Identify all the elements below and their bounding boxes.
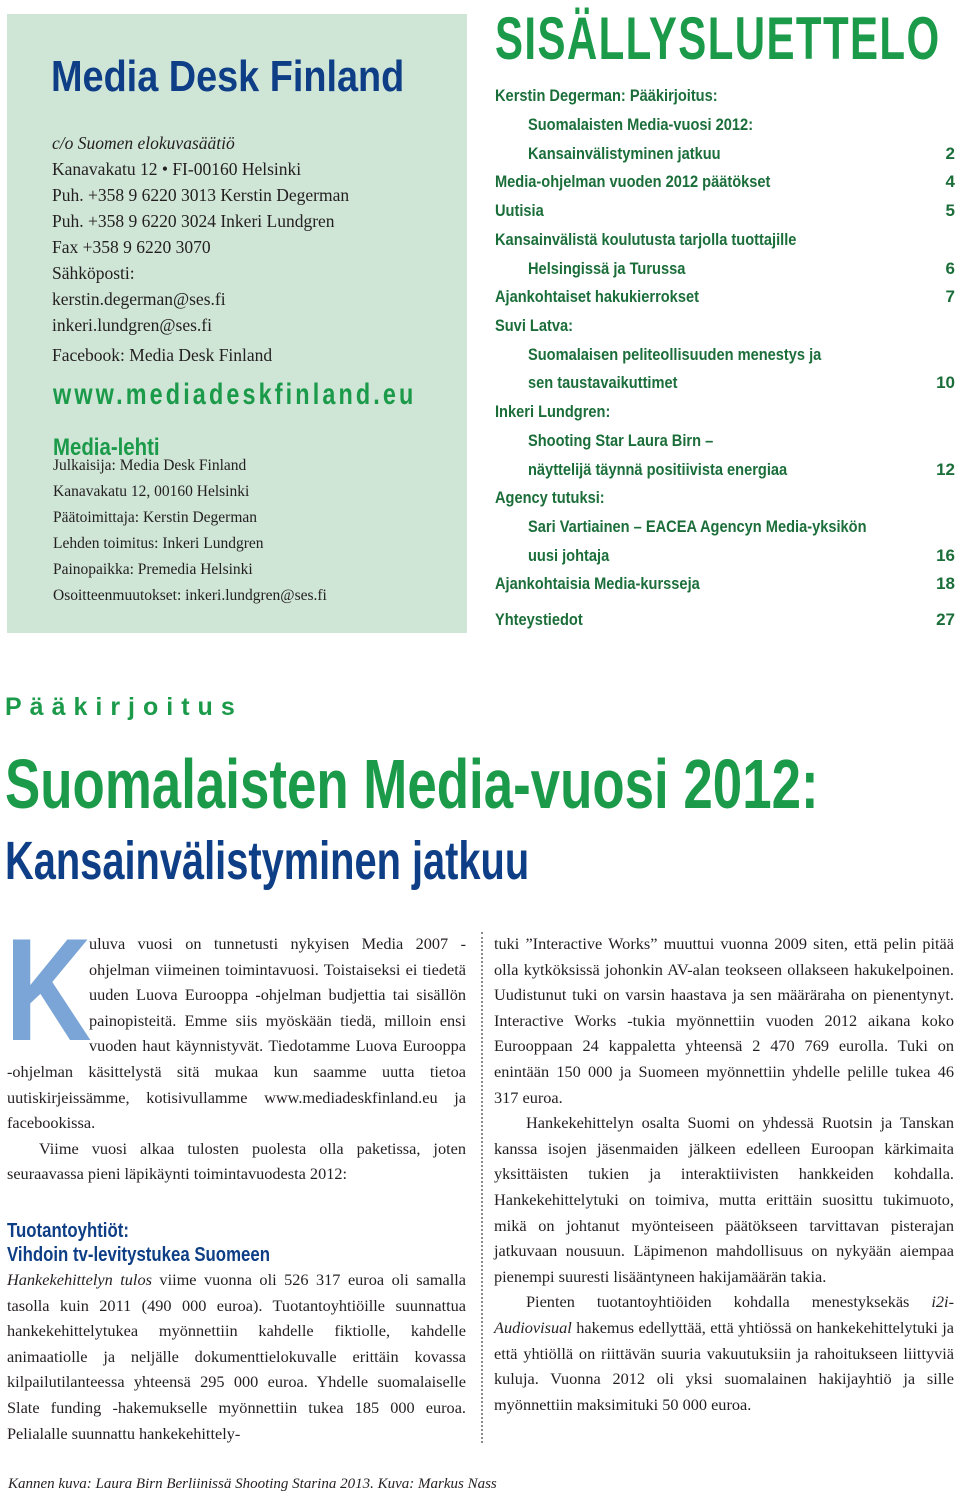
- toc-row[interactable]: [495, 259, 955, 287]
- toc-row[interactable]: [495, 287, 955, 315]
- toc-text: Sari Vartiainen – EACEA Agencyn Media-yksikön: [528, 517, 867, 536]
- toc-page: 16: [936, 546, 955, 565]
- body-text: viime vuonna oli 526 317 euroa oli samalla tasolla kuin 2011 (490 000 euroa). Tuotantoyhtiöille suunnattua hankekehittelytukea myönnettiin kahdelle fiktiolle, kahdelle animaatiolle ja neljälle dokumenttielokuvalle erittäin kovassa kilpailutilanteessa yhteensä 295 000 euroa. Yhdelle suomalaiselle Slate funding -hakemukselle myönnettiin tukea 185 000 euroa. Pelialalle suunnattu hankekehittely-: [7, 1269, 466, 1443]
- toc-title: SISÄLLYSLUETTELO: [495, 5, 941, 72]
- toc-text: Inkeri Lundgren:: [495, 402, 611, 421]
- colophon-line: Osoitteenmuutokset: inkeri.lundgren@ses.fi: [53, 587, 327, 604]
- toc-page: 10: [936, 373, 955, 392]
- toc-text: Uutisia: [495, 201, 544, 220]
- article-subheadline: Kansainvälistyminen jatkuu: [5, 831, 530, 891]
- toc-page: 4: [945, 172, 955, 191]
- toc-page: 6: [945, 259, 955, 278]
- subheading-line: Tuotantoyhtiöt:: [7, 1219, 129, 1242]
- toc-text: Suomalaisen peliteollisuuden menestys ja: [528, 345, 822, 364]
- toc-text: Helsingissä ja Turussa: [528, 259, 686, 278]
- toc-row[interactable]: [495, 115, 955, 143]
- media-desk-title: Media Desk Finland: [51, 52, 405, 101]
- cover-caption: Kannen kuva: Laura Birn Berliinissä Shooting Starina 2013. Kuva: Markus Nass: [8, 1476, 497, 1492]
- toc-row[interactable]: [495, 316, 955, 344]
- toc-row[interactable]: [495, 402, 955, 430]
- toc-text: uusi johtaja: [528, 546, 610, 565]
- body-paragraph: [494, 1289, 954, 1417]
- address-line: c/o Suomen elokuvasäätiö: [52, 133, 235, 153]
- toc-row[interactable]: [495, 345, 955, 373]
- body-paragraph: tuki ”Interactive Works” muuttui vuonna 2009 siten, että pelin pitää olla kytköksissä johonkin AV-alan teokseen ollakseen hakukelpoinen. Uudistunut tuki on varsin haastava ja sen määräraha on pienentynyt. Interactive Works -tukia myönnettiin vuoden 2012 aikana koko Eurooppaan 24 kappaletta yhteensä 2 470 769 eurolla. Tuki on enintään 150 000 ja Suomeen myönnettiin yhdelle pelille tukea 46 317 euroa.: [494, 934, 954, 1107]
- article-column-right: [494, 931, 954, 1417]
- toc-text: Ajankohtaisia Media-kursseja: [495, 574, 700, 593]
- toc-row[interactable]: [495, 86, 955, 114]
- colophon-line: Päätoimittaja: Kerstin Degerman: [53, 509, 258, 526]
- toc-row[interactable]: [495, 574, 955, 602]
- colophon-line: Painopaikka: Premedia Helsinki: [53, 561, 253, 578]
- toc-text: Agency tutuksi:: [495, 488, 605, 507]
- phone-line: Puh. +358 9 6220 3013 Kerstin Degerman: [52, 185, 350, 205]
- column-divider: [481, 932, 483, 1443]
- body-text: Pienten tuotantoyhtiöiden kohdalla menestyksekäs: [526, 1292, 932, 1312]
- toc-row[interactable]: [495, 517, 955, 545]
- article-subheading: [7, 1219, 466, 1267]
- toc-page: 5: [945, 201, 955, 220]
- subheading-line: Vihdoin tv-levitystukea Suomeen: [7, 1243, 270, 1266]
- email-link[interactable]: inkeri.lundgren@ses.fi: [52, 315, 212, 335]
- email-label: Sähköposti:: [52, 263, 135, 283]
- fax-line: Fax +358 9 6220 3070: [52, 237, 211, 257]
- toc-row[interactable]: [495, 144, 955, 172]
- toc-text: Yhteystiedot: [495, 610, 583, 629]
- toc-text: Ajankohtaiset hakukierrokset: [495, 287, 699, 306]
- contact-info-box: [7, 14, 467, 633]
- facebook-line: Facebook: Media Desk Finland: [52, 345, 273, 365]
- toc-text: Kansainvälistyminen jatkuu: [528, 144, 721, 163]
- toc-page: 12: [936, 460, 955, 479]
- toc-text: näyttelijä täynnä positiivista energiaa: [528, 460, 788, 479]
- toc-row[interactable]: [495, 488, 955, 516]
- toc-page: 7: [945, 287, 955, 306]
- website-link[interactable]: www.mediadeskfinland.eu: [53, 378, 417, 411]
- toc-text: Kansainvälistä koulutusta tarjolla tuottajille: [495, 230, 797, 249]
- colophon-line: Julkaisija: Media Desk Finland: [53, 457, 247, 474]
- toc-text: Kerstin Degerman: Pääkirjoitus:: [495, 86, 718, 105]
- toc-row[interactable]: [495, 373, 955, 401]
- drop-cap: K: [5, 908, 92, 1071]
- colophon-line: Lehden toimitus: Inkeri Lundgren: [53, 535, 264, 552]
- email-link[interactable]: kerstin.degerman@ses.fi: [52, 289, 226, 309]
- body-paragraph: Viime vuosi alkaa tulosten puolesta olla paketissa, joten seuraavassa pieni läpikäynti toimintavuodesta 2012:: [7, 1138, 466, 1184]
- body-text: hakemus edellyttää, että yhtiössä on hankekehittelytuki ja että yhtiöllä on riittävän suuria vakuutuksiin ja rahoitukseen liittyviä kuluja. Vuonna 2012 oli yksi suomalainen hakijayhtiö ja sille myönnettiin maksimituki 50 000 euroa.: [494, 1317, 954, 1414]
- toc-page: 18: [936, 574, 955, 593]
- toc-text: Suomalaisten Media-vuosi 2012:: [528, 115, 754, 134]
- intro-text: uluva vuosi on tunnetusti nykyisen Media 2007 -ohjelman viimeinen toimintavuosi. Toistaiseksi ei tiedetä uuden Luova Eurooppa -ohjelman budjettia tai sisällön painopisteitä. Emme siis myöskään tiedä, milloin ensi vuoden haut käynnistyvät. Tiedotamme Luova Eurooppa -ohjelman käsittelystä sitä mukaa kun saamme uutta tietoa uutiskirjeissämme, kotisivullamme www.mediadeskfinland.eu ja facebookissa.: [7, 934, 466, 1133]
- body-paragraph: Hankekehittelyn osalta Suomi on yhdessä Ruotsin ja Tanskan kanssa isojen jäsenmaiden jälkeen edelleen Euroopan kärkimaita yksittäisten tukien ja interaktiivisten hankkeiden kohdalla. Hankekehittelytuki on toimiva, mutta erittäin suosittu tukimuoto, mikä on johtanut myönteiseen päätökseen tarvittavan pisterajan jatkuvaan nousuun. Läpimenon mahdollisuus on nykyään aiempaa pienempi suuresti lisääntyneen hakijamäärän takia.: [494, 1113, 954, 1286]
- toc-row[interactable]: [495, 546, 955, 574]
- intro-paragraph: [5, 908, 466, 1136]
- toc-text: sen taustavaikuttimet: [528, 373, 678, 392]
- phone-line: Puh. +358 9 6220 3024 Inkeri Lundgren: [52, 211, 335, 231]
- toc-row[interactable]: [495, 172, 955, 200]
- toc-text: Suvi Latva:: [495, 316, 574, 335]
- address-line: Kanavakatu 12 • FI-00160 Helsinki: [52, 159, 302, 179]
- article-column-left: [5, 908, 466, 1446]
- toc-row[interactable]: [495, 230, 955, 258]
- toc-page: 2: [945, 144, 955, 163]
- toc-row[interactable]: [495, 201, 955, 229]
- emphasis-text: i2i-Audiovisual: [494, 1292, 954, 1337]
- article-headline: Suomalaisten Media-vuosi 2012:: [5, 745, 819, 823]
- emphasis-text: Hankekehittelyn tulos: [7, 1269, 152, 1289]
- toc-row[interactable]: [495, 431, 955, 459]
- toc-text: Shooting Star Laura Birn –: [528, 431, 714, 450]
- media-lehti-heading: Media-lehti: [53, 434, 160, 461]
- toc-row[interactable]: [495, 460, 955, 488]
- section-kicker: Pääkirjoitus: [5, 693, 243, 721]
- toc-row[interactable]: [495, 610, 955, 638]
- toc-page: 27: [936, 610, 955, 629]
- colophon-line: Kanavakatu 12, 00160 Helsinki: [53, 483, 250, 500]
- toc-text: Media-ohjelman vuoden 2012 päätökset: [495, 172, 771, 191]
- body-paragraph: [7, 1267, 466, 1446]
